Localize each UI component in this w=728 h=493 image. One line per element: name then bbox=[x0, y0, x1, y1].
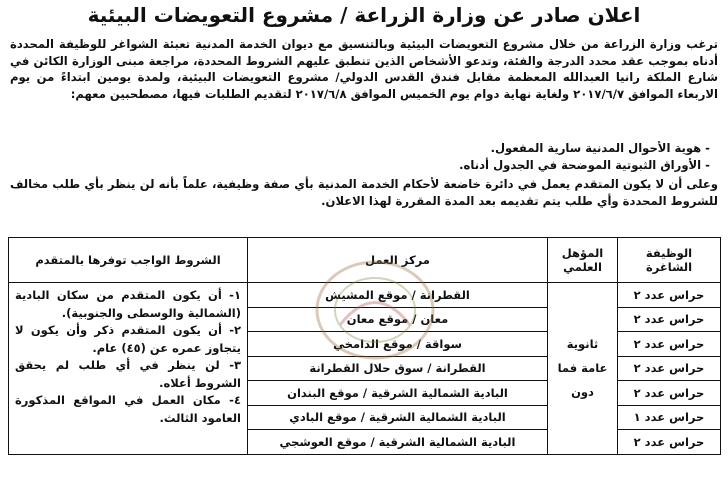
header-job: الوظيفة الشاغرة bbox=[618, 238, 721, 283]
qualification-cell: ثانوية عامة فما دون bbox=[548, 283, 618, 455]
header-center: مركز العمل bbox=[248, 238, 548, 283]
header-conditions: الشروط الواجب توفرها بالمتقدم bbox=[9, 238, 248, 283]
job-cell: حراس عدد ٢ bbox=[618, 283, 721, 308]
table-row bbox=[9, 283, 721, 308]
center-cell: القطرانة / سوق حلال القطرانة bbox=[248, 356, 548, 381]
condition-item: ٣- لن ينظر في أي طلب لم يحقق الشروط أعلاه. bbox=[15, 358, 241, 390]
job-cell: حراس عدد ٢ bbox=[618, 356, 721, 381]
vacancies-table bbox=[8, 237, 721, 455]
document-item-papers: - الأوراق الثبوتية الموضحة في الجدول أدناه. bbox=[459, 157, 710, 172]
conditions-cell bbox=[9, 283, 248, 455]
job-cell: حراس عدد ٢ bbox=[618, 381, 721, 406]
job-cell: حراس عدد ٢ bbox=[618, 430, 721, 455]
header-qualification: المؤهل العلمي bbox=[548, 238, 618, 283]
center-cell: البادية الشمالية الشرقية / موقع العوشجي bbox=[248, 430, 548, 455]
center-cell: البادية الشمالية الشرقية / موقع البادي bbox=[248, 405, 548, 430]
center-cell: البادية الشمالية الشرقية / موقع البندان bbox=[248, 381, 548, 406]
condition-item: ٢- أن يكون المتقدم ذكر وأن يكون لا يتجاوز عمره عن (٤٥) عام. bbox=[15, 323, 241, 355]
intro-paragraph: ترغب وزارة الزراعة من خلال مشروع التعويضات البيئية وبالتنسيق مع ديوان الخدمة المدنية تعبئة الشواغر للوظيفة المحددة أدناه بموجب عقد محدد الدرجة والفئة، وتدعو الأشخاص الذين تنطبق عليهم الشروط المحددة، مراجعة مبنى الوزارة الكائن في شارع الملكة رانيا العبدالله المعظمة مقابل فندق القدس الدولي/ مشروع التعويضات البيئية، ولمدة يومين ابتداءً من يوم الاربعاء الموافق ٢٠١٧/٦/٧ ولغاية نهاية دوام يوم الخميس الموافق ٢٠١٧/٦/٨ لتقديم الطلبات فيها، مصطحبين معهم: bbox=[10, 37, 718, 101]
condition-item: ١- أن يكون المتقدم من سكان البادية (الشمالية والوسطى والجنوبية). bbox=[15, 288, 241, 320]
job-cell: حراس عدد ٢ bbox=[618, 332, 721, 357]
announcement-title: اعلان صادر عن وزارة الزراعة / مشروع التعويضات البيئية bbox=[87, 3, 641, 27]
required-documents-list bbox=[20, 140, 710, 173]
center-cell: القطرانة / موقع المشيش bbox=[248, 283, 548, 308]
job-cell: حراس عدد ١ bbox=[618, 405, 721, 430]
condition-item: ٤- مكان العمل في المواقع المذكورة العامود الثالث. bbox=[15, 393, 241, 425]
note-paragraph: وعلى أن لا يكون المتقدم يعمل في دائرة خاضعة لأحكام الخدمة المدنية بأي صفة وظيفية، علماً بأنه لن ينظر بأي طلب مخالف للشروط المحددة وأي طلب يتم تقديمه بعد المدة المقررة لهذا الاعلان. bbox=[10, 177, 718, 208]
table-header-row bbox=[9, 238, 721, 283]
center-cell: معان / موقع معان bbox=[248, 307, 548, 332]
document-item-id: - هوية الأحوال المدنية سارية المفعول. bbox=[490, 141, 710, 155]
job-cell: حراس عدد ٢ bbox=[618, 307, 721, 332]
center-cell: سواقة / موقع الدامخي bbox=[248, 332, 548, 357]
